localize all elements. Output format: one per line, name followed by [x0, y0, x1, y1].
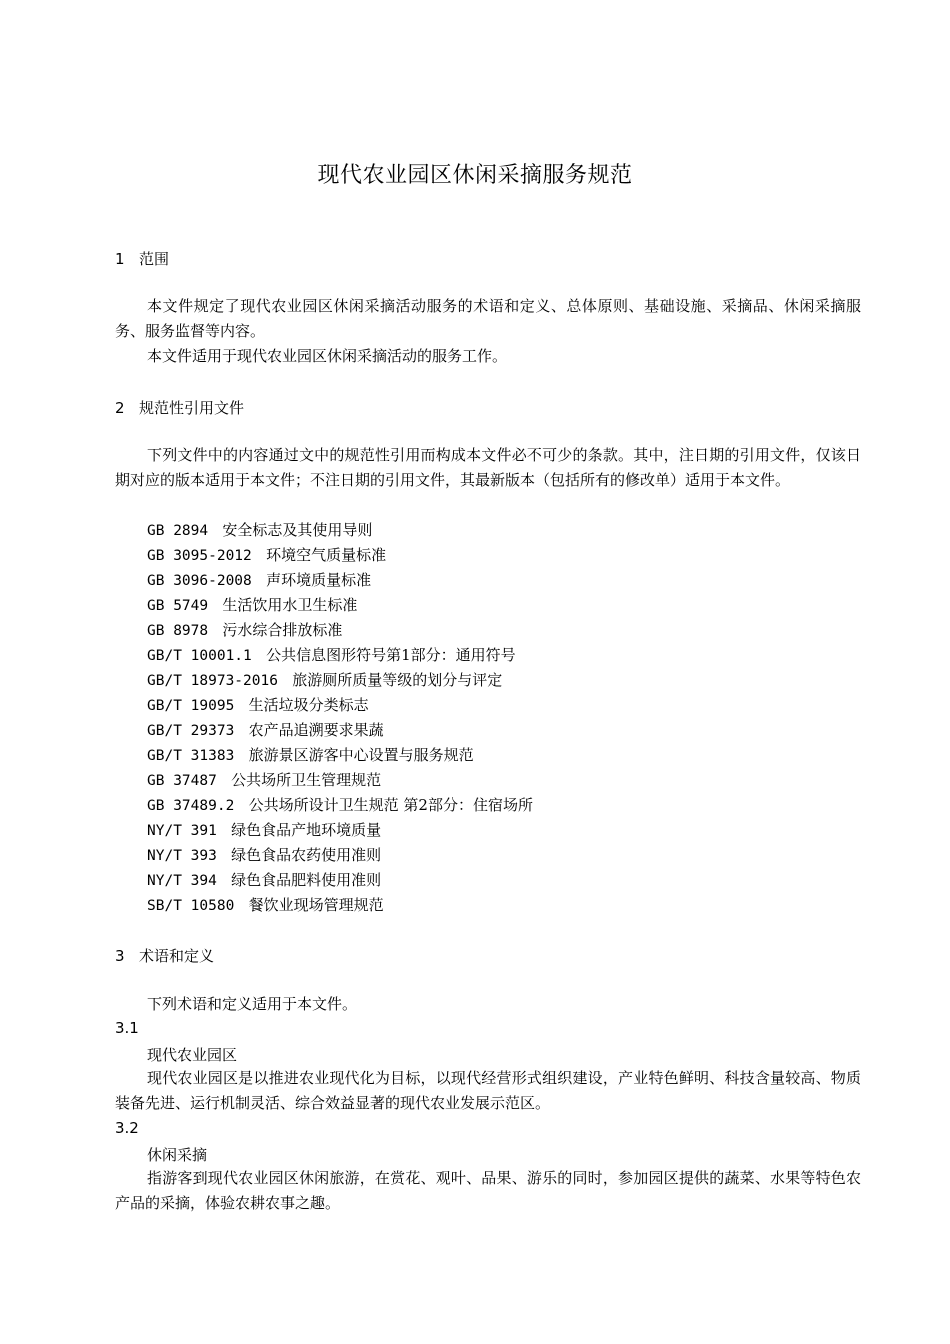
reference-item: [147, 868, 381, 894]
reference-code: GB 37489.2: [147, 798, 235, 814]
reference-item: [147, 818, 381, 844]
reference-item: [147, 668, 502, 694]
term-definition: 指游客到现代农业园区休闲旅游，在赏花、观叶、品果、游乐的同时，参加园区提供的蔬菜、水果等特色农产品的采摘，体验农耕农事之趣。: [115, 1169, 861, 1212]
reference-item: [147, 543, 386, 569]
reference-code: NY/T 394: [147, 873, 217, 889]
reference-code: GB/T 10001.1: [147, 648, 252, 664]
reference-title: 公共场所卫生管理规范: [231, 771, 382, 789]
paragraph: 下列术语和定义适用于本文件。: [147, 995, 358, 1013]
term-number: 3.1: [115, 1019, 139, 1037]
reference-title: 绿色食品肥料使用准则: [231, 871, 382, 889]
reference-item: [147, 743, 474, 769]
reference-title: 农产品追溯要求果蔬: [248, 721, 384, 739]
reference-title: 生活饮用水卫生标准: [222, 596, 358, 614]
section-heading-terms-and-definitions: [115, 945, 214, 966]
reference-item: [147, 768, 381, 794]
term-number: 3.2: [115, 1119, 139, 1137]
reference-item: [147, 718, 384, 744]
term-definition: 现代农业园区是以推进农业现代化为目标，以现代经营形式组织建设，产业特色鲜明、科技含量较高、物质装备先进、运行机制灵活、综合效益显著的现代农业发展示范区。: [115, 1069, 861, 1112]
reference-title: 公共信息图形符号第1部分：通用符号: [266, 646, 516, 664]
reference-title: 绿色食品产地环境质量: [231, 821, 382, 839]
reference-code: GB 3096-2008: [147, 573, 252, 589]
reference-code: NY/T 391: [147, 823, 217, 839]
reference-code: GB 3095-2012: [147, 548, 252, 564]
reference-title: 绿色食品农药使用准则: [231, 846, 382, 864]
reference-item: [147, 618, 342, 644]
reference-title: 生活垃圾分类标志: [248, 696, 369, 714]
section-heading-scope: [115, 248, 169, 269]
reference-code: GB 5749: [147, 598, 209, 614]
reference-code: GB/T 18973-2016: [147, 673, 278, 689]
reference-code: SB/T 10580: [147, 898, 235, 914]
reference-item: [147, 693, 369, 719]
reference-title: 公共场所设计卫生规范 第2部分：住宿场所: [248, 796, 533, 814]
reference-item: [147, 793, 533, 819]
reference-item: [147, 843, 381, 869]
reference-title: 餐饮业现场管理规范: [248, 896, 384, 914]
section-number: 1: [115, 250, 125, 268]
reference-title: 声环境质量标准: [266, 571, 372, 589]
reference-code: GB 2894: [147, 523, 209, 539]
section-title: 术语和定义: [139, 947, 215, 965]
section-number: 3: [115, 947, 125, 965]
term-name: 现代农业园区: [147, 1046, 238, 1064]
section-heading-normative-references: [115, 397, 244, 418]
paragraph: 本文件规定了现代农业园区休闲采摘活动服务的术语和定义、总体原则、基础设施、采摘品、休闲采摘服务、服务监督等内容。: [115, 297, 861, 340]
reference-title: 旅游景区游客中心设置与服务规范: [248, 746, 474, 764]
paragraph: 下列文件中的内容通过文中的规范性引用而构成本文件必不可少的条款。其中，注日期的引用文件，仅该日期对应的版本适用于本文件；不注日期的引用文件，其最新版本（包括所有的修改单）适用于本文件。: [115, 446, 861, 489]
reference-item: [147, 568, 371, 594]
section-title: 范围: [139, 250, 170, 268]
reference-item: [147, 518, 372, 544]
document-title: 现代农业园区休闲采摘服务规范: [317, 163, 633, 188]
reference-title: 安全标志及其使用导则: [222, 521, 373, 539]
reference-title: 环境空气质量标准: [266, 546, 387, 564]
reference-code: GB 37487: [147, 773, 217, 789]
term-name: 休闲采摘: [147, 1146, 208, 1164]
reference-code: NY/T 393: [147, 848, 217, 864]
reference-item: [147, 593, 357, 619]
reference-code: GB/T 29373: [147, 723, 235, 739]
paragraph: 本文件适用于现代农业园区休闲采摘活动的服务工作。: [147, 347, 508, 365]
reference-item: [147, 643, 516, 669]
section-title: 规范性引用文件: [139, 399, 245, 417]
reference-code: GB/T 31383: [147, 748, 235, 764]
reference-item: [147, 893, 384, 919]
section-number: 2: [115, 399, 125, 417]
reference-code: GB/T 19095: [147, 698, 235, 714]
reference-title: 污水综合排放标准: [222, 621, 343, 639]
reference-title: 旅游厕所质量等级的划分与评定: [292, 671, 503, 689]
reference-code: GB 8978: [147, 623, 209, 639]
